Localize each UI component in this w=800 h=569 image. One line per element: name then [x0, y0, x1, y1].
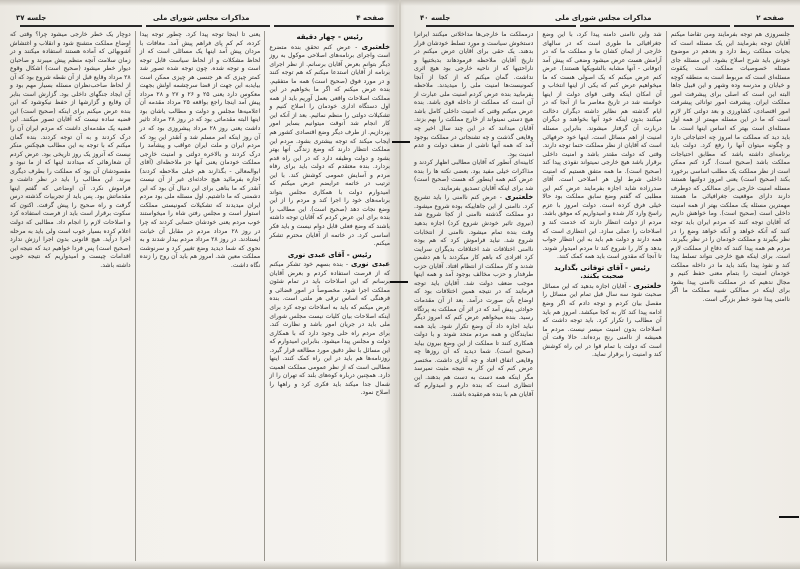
- text-column: [265, 31, 394, 561]
- speaker-name: خلعتبری: [633, 281, 662, 290]
- speech-text: - عرض کنم ناامنی را باید تشریح کرد. ناامنی از این جاهاییکه بوده شروع میشود. دو مملکت گذشته ناامنی از کجا شروع شد (نیروی تاثیر خودش شروع کرد) اجازه بدهید وقت بنده تمام میشود. ناامنی از انتخابات شروع شد. نباید فراموش کرد که هم بوده ناامنی اختلافات شد اختلافات بدیگران سرایت کرد افرادی که باهم کار میکردند با هم دشمن شدند و کار مملکت از انتظام افتاد. آقایان حزب طرفدار و حزب مخالف بوجود آمد و همه اینها موجب ضعف دولت شد. آقایان باید توجه فرمایند که در نتیجه همین اختلافات بود که اوضاع بآن صورت درآمد. بعد از آن مقدمات حوادثی پیش آمد که در اثر آن مملکت به پرتگاه رسید. بنده میخواهم عرض کنم که امروز دیگر نباید اجازه داد آن وضع تکرار شود. باید همه نمایندگان و همه مردم متحد شوند و با دولت همکاری کنند تا مملکت از این وضع بیرون بیاید (صحیح است). شما دیدید که آن روزها چه وقایعی اتفاق افتاد و چه آثاری داشت. مختصر عرض کنم که این کار به نتیجه مثبت نمیرسد مگر اینکه همه دست به دست هم بدهند. این انتظاری است که بنده دارم و امیدوارم که آقایان هم با بنده هم‌عقیده باشند.: [414, 194, 534, 398]
- left-page-columns: [6, 31, 394, 561]
- scan-shadow-bottom: [0, 561, 800, 569]
- text-column: [538, 31, 666, 561]
- page-number: صفحه ۲: [756, 14, 784, 22]
- speech-paragraph: [414, 193, 533, 399]
- speaker-heading: رئیس - آقای توفانی بگذارید صحبت بکنند.: [554, 263, 650, 281]
- speech-text: - آقایان اجازه بدهید که این مسائل صحبت شود سه سال قبل تمام این مسائل را مفصل بیان کردم و توجه دادم که اگر وضع ادامه پیدا کند کار به کجا میکشد. امروز هم باید آن مطالب را تکرار کرد. باید توجه داشت که اصلاحات بدون امنیت میسر نیست. مردم ما همیشه از ناامنی رنج برده‌اند. حالا وقت آن است که دولت با تمام قوا در این راه کوشش کند و امنیت را برقرار نماید.: [542, 282, 662, 359]
- body-paragraph: شد واین ناامنی دامنه پیدا کرد، با این وضع جغرافیائی ما طوری است که در سالهای خارجی از ایمان کشان ما و مملکت ما که در آرامش هست عرض میشود وضعی که پیش آمد (توفانی - آنها مشابه بالشویکها هستند). عرض کنم عرض میکنم که یک اصولی هست که ما میخواهیم عرض کنم که یکی از اینها انتخاب و آن امکان اینکه وقتی قوای دولت از اینها خواسته شد در تاریخ معاصر ما از آنجا که در ایام گذشته هم نظایر داشته دیگران دخالت میکنند بدون اینکه خود آنها بخواهند و دیگران دربارت آن گرفتار میشوند. بنابراین مسئله امنیت از اهم مسائل است. اینها خود حرفهائی است که آقایان از نظر مملکت حتما توجه دارند. وقتی که دولت مقتدر باشد و امنیت داخلی برقرار باشد هیچ خارجی نمیتواند نفوذی پیدا کند (صحیح است). ما همه متفق هستیم که امنیت داخلی شرط اول هر اصلاحی است. آقای صدرزاده شاید اجازه بفرمایند عرض کنم این مطلبی که گفتم وضع سابق مملکت بود حالا خیلی فرق کرده است. دولت امروز با عزم راسخ وارد کار شده و امیدواریم که موفق باشد. مردم از دولت انتظار دارند که خدمت کند و اصلاحات را عملی سازد. این انتظاری است که همه دارند و دولت هم باید به این انتظار جواب بدهد و کار را شروع کند تا مردم امیدوار شوند. تا آنجا که مقدور است باید همه کمک کنند.: [542, 31, 662, 261]
- registration-mark: [390, 281, 408, 283]
- text-column: [136, 31, 266, 561]
- right-page: [400, 0, 800, 569]
- header-rule: [6, 25, 394, 27]
- publication-title: مذاکرات مجلس شورای ملی: [153, 14, 250, 22]
- publication-title: مذاکرات مجلس شورای ملی: [555, 14, 652, 22]
- speaker-name: خلعتبری: [505, 193, 534, 202]
- registration-mark: [779, 516, 799, 518]
- header-rule: [410, 25, 794, 27]
- text-column: [667, 31, 794, 561]
- body-paragraph: جلسروزی هم توجه بفرمایند ومن تقاضا میکنم آقایان توجه بفرمایند این یک مسئله است که بحیات مملکت ربط دارد و بعدهم در موضوع خودش باید شرح اصلاح بشود. این مسئله جای مسئله خصوصیات مملکت است یکقوت مسئله‌ای است که مربوط است به منطقه کوچه و خیابان و مدرسه وده وشهر و این قبیل جاها البته این است که اصلی برای پیشرفت امور مملکت ایران. پیشرفت امور توانائی پیشرفت امور اقتصادی، کشاورزی و بعد دولتی کار لازم است که ما در این مسئله مهمتر از همه اول مسئله‌ای است بهتر که اساس اینها است. ما باید دید که مملکت ما امروز چه احتیاجاتی دارد و چگونه میتوان آنها را رفع کرد. دولت باید برنامه‌ای داشته باشد که مطابق احتیاجات مملکت باشد (صحیح است). گرد کنم ممکن است از نظر مملکت یک مطلب اساسی برخورد بکند (صحیح است) یعنی امروز دولتیها هستند مسئله امنیت خارجی برای ممالکی که دوطرف دارند دارای موقعیت جغرافیائی ما هستند مهمترین مسئله یک مملکت بهتر از همه امنیت داخلی است (صحیح است). وما خواهش داریم که آقایان توجه کنند که مردم ایران باید توجه کنند که آنکه خواهد و آنکه خواهد وضع را در نظر بگیرند و مملکت خودمان را در نظر بگیرند. مردم هم همه پیدا کنند که دفاع از مملکت لازم است. برای اینکه هیچ خارجی نتواند تسلط پیدا کند و نفوذ پیدا بکند باید ما در داخله مملکت خودمان امنیت را بتمام معنی حفظ کنیم و مجال ندهیم که در مملکت ناامنی پیدا بشود برای اینکه در ممالکی شبیه مملکت ما اگر ناامنی پیدا شود خطر بزرگی است.: [670, 31, 790, 303]
- page-number: صفحه ۴: [356, 14, 384, 22]
- registration-mark: [392, 141, 410, 143]
- text-column: [6, 31, 136, 561]
- speech-paragraph: [542, 282, 661, 360]
- right-page-header: [410, 10, 794, 22]
- right-page-columns: [410, 31, 794, 561]
- body-paragraph: کابینه‌ای آنطور که آقایان مطالبی اظهار کردند و مذاکرات خیلی مفید بود. بعضی نکته ها را بنده عرض کنم همه اینطور که هست (صحیح است) شد برای اینکه آقایان تصدیق بفرمایند.: [414, 159, 534, 192]
- body-paragraph: درمملکت ما خارجی‌ها مداخلاتی میکنند ایرانرا دستخوش سیاست و مورد تسلط خودشان قرار بدهند. یک حقی برای آقایان عرض میکنم در تاریخ آقایان ملاحظه فرمودهاند بدبختیها و ناراحتیها که از ناحیه خارجی بود هیچ اثری نداشت. گمان میکنم که از کجا از آنجا کمونیست‌ها امنیت ملی را میدیدند. ملاحظه بفرمایید بنده عرض کردم امنیت ملی عبارت از آن است که مملکت از داخله قوی باشد. بنده عرض میکنم وقتی که امنیت داخلی کامل باشد هیچ دستی نمیتواند از خارج مملکت را بهم بزند. آقایان میدانند که در این چند سال اخیر چه وقایعی گذشت و چه تشنجاتی در مملکت بوجود آمد که همه آنها ناشی از ضعف دولت و عدم امنیت بود.: [414, 31, 534, 158]
- session-number: جلسه ۳۷: [16, 14, 47, 22]
- session-number: جلسه ۴۰: [420, 14, 451, 22]
- speaker-name: خلعتبری: [361, 42, 390, 51]
- left-page-header: [6, 10, 394, 22]
- body-paragraph: یعنی تا اینجا توجه پیدا کرد. چطور توجه پیدا کرده، کم کم پای فراهم پیش آمد. معافات با مردان پیش آمد اینها یک مسائلی است که از لحاظ مشکلات و از لحاظ سیاست قابل توجه است و توجه شده. چون توجه شده تصور شد کمتر چیزی که هر جنسی هر چیزی ممکن است بیایدبه این جهت از قضا سرچشمه اولش بجهت معکوس دارد یعنی ۲۵ و ۲۶ و ۲۷ و ۲۸ مرداد پیش آمد اینجا راجع بواقعه ۲۵ مرداد مقدمه آن اعلامیه‌ها مجلس و دولت و مطالب یاشان بود اینها البته مقدماتی بود که در روز ۲۸ مرداد تاثیر داشت یعنی روز ۲۸ مرداد پیشروزی بود که در آن روز اینکه امر مسلم شد و آنقدر این بود که مردم ایران و ملت ایران عواقب و پیشآمد را درک کردند و بالاخره دولتی و امنیت خارجی مملکت خودمان یعنی آنها جز ملاحظه‌ای (آقای ابوالمعالی - بگذارند هم خیلی ملاحظه کردند) اجازه بفرمائید هیچ حادثه‌ای غیر از آن نیست آنقدر که ما بناهی برای این دنبال آن بود که این دشمنی که ما داشتیم. اول مسئله ملی بود مردم ایران میدیدند که تشکیلات کمونیستی مملکت استوار است و مجلس رفتن شاه را میخواستند خوب مردم یعنی خودشان حسابی کردند که چرا در روز ۲۸ مرداد مردم در مقابل آن خیانت ایستادند. در روز ۲۸ مرداد مردم بیدار شدند و به نحوی که شما دیدید وضع تغییر کرد و سرنوشت مملکت معین شد. امروز هم باید آن روح را زنده نگاه داشت.: [139, 31, 261, 269]
- speech-text: - عرض کنم تحقق بنده متضرع است واجرای برنامه‌های اصلاحی موکول به روز دیگر بتوانم بعرض آقایان برسانم. از نظر اجرای برنامه از آقایان استدعا میکنم که هم توجه کنند و در مورد فوق (صحیح است) همه ما متفقیم. بنده عرض میکنم که اگر ما بخواهیم در این مملکت اصلاحات واقعی بعمل آوریم باید از همه اول دستگاه اداری خودمان را اصلاح کنیم و تشکیلات دولتی را منظم نمائیم. بعد از آنکه این کار انجام شد آنوقت میتوانیم بسایر امور بپردازیم. از طرف دیگر وضع اقتصادی کشور هم ایجاب میکند که توجه بیشتری بشود. مردم این مملکت انتظار دارند که وضع زندگی آنها بهتر بشود و دولت وظیفه دارد که در این راه قدم بردارد. بنده معتقدم که دولت باید برای رفاه مردم و آسایش عمومی کوشش کند. با این ترتیب در خاتمه عرایضم عرض میکنم که امیدوارم دولت با همکاری مجلس بتواند برنامه‌های خود را اجرا کند و مردم را از این وضع نجات دهد (صحیح است). این مطالب را بنده برای این عرض کردم که آقایان توجه داشته باشند که وضع فعلی قابل دوام نیست و باید فکر اساسی کرد. در خاتمه از آقایان محترم تشکر میکنم.: [269, 43, 390, 248]
- speaker-heading: رئیس - آقای عبدی نوری: [287, 250, 372, 259]
- speech-paragraph: [269, 260, 390, 398]
- speech-text: - بنده بسهم خود تشکر میکنم که از فرصت استفاده کردم و بعرض آقایان برسانم که این اصلاحات باید در تمام شئون مملکت اجرا شود. مخصوصاً در امور قضائی و فرهنگی که اساس ترقی هر ملتی است. بنده عرض میکنم که باید به اصلاحات توجه کرد برای اینکه اصلاحات بیان کلیات نیست مجلس شورای ملی باید در جریان امور باشد و نظارت کند. برای مردم راه حلی وجود دارد که با همکاری دولت و مجلس پیدا میشود. بنابراین امیدوارم که این مسائل با نظر دقیق مورد مطالعه قرار گیرد. روزنامه‌ها هم باید در این راه کمک کنند. اینها مطالبی است که از نظر عمومی مملکت اهمیت دارد. همچنین درباره کوه‌های بلند که تهران را از شمال جدا میکند باید فکری کرد و راهها را اصلاح نمود.: [269, 261, 390, 397]
- speaker-name: عبدی نوری: [350, 260, 390, 269]
- speaker-heading: رئیس - چهار دقیقه: [296, 33, 363, 41]
- text-column: [410, 31, 538, 561]
- body-paragraph: دوچار یک خطر خارجی میشود چرا؟ وقتی که اوضاع مملکت متشنج شود و انقلاب و اغتشاش آشوبهائی که آماده هستند استفاده میکنند و در زمان سلامت آنچه منظم پیش میبرند و صاحبان دیوار خطر میشود (صحیح است) اشکال وقوع ۲۸ مرداد وقایع قبل از آن نقطه شروع بود که آن از لحاظ صاحب‌نظران مسئله بسیار مهم بود و آن ایجاد جنگهای داخلی بود. گزارش است بنابر آن وقایع و گزارشها از حفظ نیکوشود که این بنده عرض میکنم برای اینکه (صحیح است) این قضیه ساده نیست که آقایان تصور میکنند. این قضیه یک مقدمه‌ای داشت که مردم ایران آن را درک کردند و به آن توجه کردند. بنده گمان میکنم که با توجه به این مطالب هیچکس منکر نیست که آنروز یک روز تاریخی بود. عرض کردم آن شعارهائی که میدادند اینها که از ما نبود و مقصودشان آن بود که مملکت را بطرف دیگری ببرند. این مطالب را باید در نظر داشت و فراموش نکرد. آن اوضاعی که گفتم اینها مقدماتش بود. پس باید از تجربیات گذشته درس گرفت و راه صحیح را پیش گرفت. اکنون که سکوت برقرار است باید از فرصت استفاده کرد و اصلاحات لازم را انجام داد. مطالبی که دولت اعلام کرده بسیار خوب است ولی باید به مرحله اجرا درآید. هیچ قانونی بدون اجرا ارزش ندارد (صحیح است) پس فردا خواهیم دید که نتیجه این اقدامات چیست و امیدواریم که نتیجه خوبی داشته باشد.: [9, 31, 131, 269]
- speech-paragraph: [269, 43, 390, 249]
